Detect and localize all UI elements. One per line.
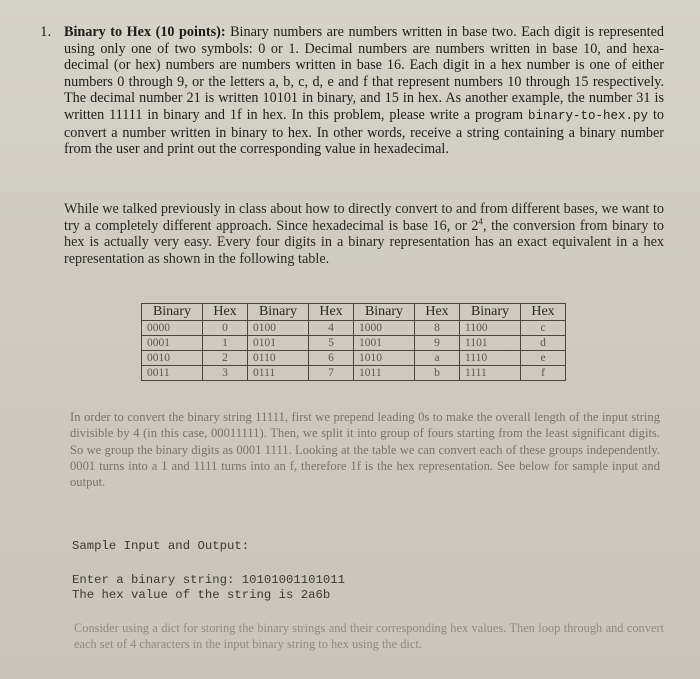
problem-number: 1.: [40, 24, 52, 40]
table-header-row: [142, 304, 566, 321]
table-row: [142, 336, 566, 351]
header-binary: Binary: [248, 304, 309, 321]
approach-part-b: , the conversion from binary to hex is actually very easy. Every four digits in a binary representation has an exact equivalent in a hex representation as shown in the following table.: [64, 217, 664, 267]
binary-cell: 0111: [248, 366, 309, 381]
hex-cell: 6: [309, 351, 354, 366]
description-part-a: Binary numbers are numbers written in base two. Each digit is represented using only one of two symbols: 0 or 1. Decimal numbers are numbers written in base 10, and hexa-decimal (or hex) numbers are numbers written in base 16. Each digit in a hex number is one of either numbers 0 through 9, or the letters a, b, c, d, e and f that represent numbers 10 through 15 respectively. The decimal number 21 is written 10101 in binary, and 15 in hex. As another example, the number 31 is written 11111 in binary and 1f in hex. In this problem, please write a program: [64, 24, 665, 123]
hex-cell: a: [415, 351, 460, 366]
hex-cell: 7: [309, 366, 354, 381]
binary-cell: 0001: [142, 336, 203, 351]
binary-cell: 0011: [142, 366, 203, 381]
binary-cell: 1000: [354, 321, 415, 336]
exponent: 4: [478, 215, 483, 226]
hint-paragraph: Consider using a dict for storing the binary strings and their corresponding hex values. Then loop through and convert each set of 4 characters in the input binary string to hex using the dict.: [74, 621, 664, 651]
table-row: [142, 321, 566, 336]
binary-cell: 1101: [460, 336, 521, 351]
hex-cell: 5: [309, 336, 354, 351]
header-binary: Binary: [142, 304, 203, 321]
approach-paragraph: [64, 201, 664, 267]
hex-cell: c: [521, 321, 566, 336]
sample-heading: Sample Input and Output:: [72, 539, 250, 553]
problem-title: Binary to Hex (10 points):: [64, 24, 226, 40]
binary-cell: 1011: [354, 366, 415, 381]
binary-cell: 0000: [142, 321, 203, 336]
hex-cell: 9: [415, 336, 460, 351]
binary-cell: 1110: [460, 351, 521, 366]
header-hex: Hex: [203, 304, 248, 321]
binary-hex-table: [141, 303, 566, 381]
approach-part-a: While we talked previously in class about how to directly convert to and from different bases, we want to try a completely different approach. Since hexadecimal is base 16, or 2: [64, 201, 664, 234]
hex-cell: b: [415, 366, 460, 381]
header-hex: Hex: [309, 304, 354, 321]
hex-cell: 0: [203, 321, 248, 336]
sample-output-line: The hex value of the string is 2a6b: [72, 588, 331, 602]
binary-cell: 1010: [354, 351, 415, 366]
binary-cell: 0010: [142, 351, 203, 366]
hex-cell: f: [521, 366, 566, 381]
hex-cell: 2: [203, 351, 248, 366]
filename: binary-to-hex.py: [528, 108, 649, 123]
table-row: [142, 351, 566, 366]
header-binary: Binary: [460, 304, 521, 321]
binary-cell: 1100: [460, 321, 521, 336]
binary-cell: 0110: [248, 351, 309, 366]
description-part-b: to convert a number written in binary to hex. In other words, receive a string containing a binary number from the user and print out the corresponding value in hexadecimal.: [64, 106, 665, 158]
problem-description: [64, 24, 664, 158]
hex-cell: d: [521, 336, 566, 351]
table-row: [142, 366, 566, 381]
hex-cell: 8: [415, 321, 460, 336]
binary-cell: 0100: [248, 321, 309, 336]
header-hex: Hex: [521, 304, 566, 321]
binary-cell: 0101: [248, 336, 309, 351]
hex-cell: 4: [309, 321, 354, 336]
hex-cell: 1: [203, 336, 248, 351]
conversion-explanation: In order to convert the binary string 11111, first we prepend leading 0s to make the overall length of the input string divisible by 4 (in this case, 00011111). Then, we split it into group of fours starting from the least significant digits. So we group the binary digits as 0001 1111. Looking at the table we can convert each of these groups independently. 0001 turns into a 1 and 1111 turns into an f, therefore 1f is the hex representation. See below for sample input and output.: [70, 410, 660, 490]
binary-cell: 1111: [460, 366, 521, 381]
header-hex: Hex: [415, 304, 460, 321]
header-binary: Binary: [354, 304, 415, 321]
binary-cell: 1001: [354, 336, 415, 351]
hex-cell: e: [521, 351, 566, 366]
sample-input-line: Enter a binary string: 10101001101011: [72, 573, 346, 587]
hex-cell: 3: [203, 366, 248, 381]
